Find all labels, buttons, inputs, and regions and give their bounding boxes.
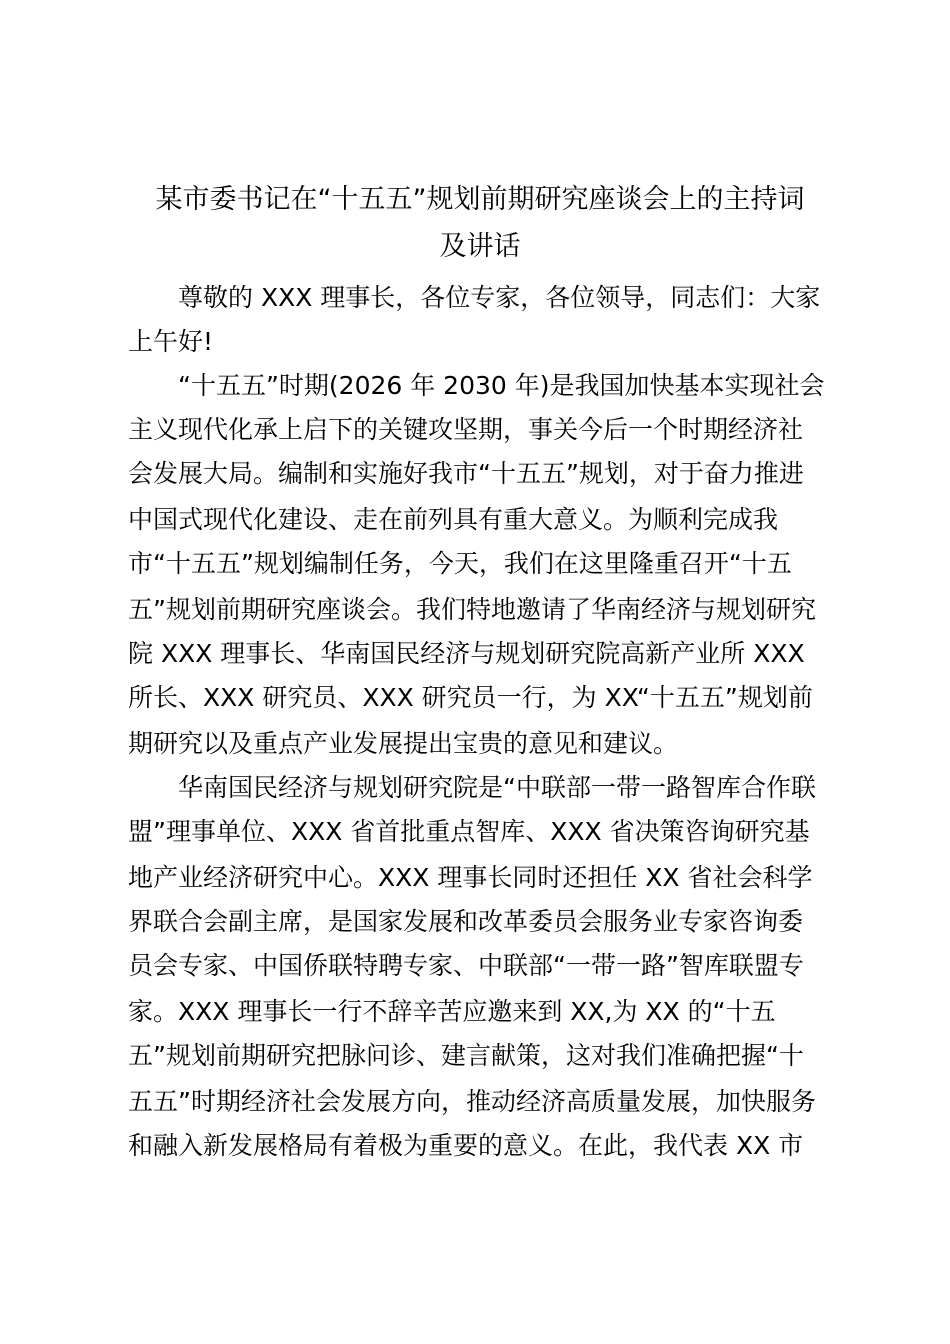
paragraph-3-line-9: 和融入新发展格局有着极为重要的意义。在此，我代表 XX 市 [128, 1131, 804, 1160]
paragraph-2-line-9: 期研究以及重点产业发展提出宝贵的意见和建议。 [128, 729, 679, 758]
paragraph-3-line-6: 家。XXX 理事长一行不辞辛苦应邀来到 XX,为 XX 的“十五 [128, 997, 776, 1026]
paragraph-2-line-6: 五”规划前期研究座谈会。我们特地邀请了华南经济与规划研究 [128, 595, 816, 624]
paragraph-1-line-2: 上午好! [128, 327, 214, 356]
paragraph-3-line-8: 五五”时期经济社会发展方向，推动经济高质量发展，加快服务 [128, 1087, 816, 1116]
paragraph-3-line-1: 华南国民经济与规划研究院是“中联部一带一路智库合作联 [178, 773, 816, 802]
document-title-line-1: 某市委书记在“十五五”规划前期研究座谈会上的主持词 [155, 184, 805, 215]
paragraph-2-line-2: 主义现代化承上启下的关键攻坚期，事关今后一个时期经济社 [128, 415, 804, 444]
paragraph-3-line-2: 盟”理事单位、XXX 省首批重点智库、XXX 省决策咨询研究基 [128, 817, 810, 846]
paragraph-2-line-5: 市“十五五”规划编制任务，今天，我们在这里隆重召开“十五 [128, 549, 792, 578]
document-title-line-2: 及讲话 [439, 231, 521, 262]
paragraph-3-line-5: 员会专家、中国侨联特聘专家、中联部“一带一路”智库联盟专 [128, 951, 804, 980]
paragraph-2-line-4: 中国式现代化建设、走在前列具有重大意义。为顺利完成我 [128, 505, 779, 534]
paragraph-2-line-7: 院 XXX 理事长、华南国民经济与规划研究院高新产业所 XXX [128, 639, 805, 668]
paragraph-3-line-7: 五”规划前期研究把脉问诊、建言献策，这对我们准确把握“十 [128, 1041, 804, 1070]
paragraph-2-line-3: 会发展大局。编制和实施好我市“十五五”规划，对于奋力推进 [128, 459, 804, 488]
paragraph-3-line-4: 界联合会副主席，是国家发展和改革委员会服务业专家咨询委 [128, 907, 804, 936]
paragraph-2-line-1: “十五五”时期(2026 年 2030 年)是我国加快基本实现社会 [178, 371, 825, 400]
paragraph-3-line-3: 地产业经济研究中心。XXX 理事长同时还担任 XX 省社会科学 [128, 863, 813, 892]
paragraph-2-line-8: 所长、XXX 研究员、XXX 研究员一行，为 XX“十五五”规划前 [128, 683, 813, 712]
paragraph-1-line-1: 尊敬的 XXX 理事长，各位专家，各位领导，同志们：大家 [178, 283, 821, 312]
